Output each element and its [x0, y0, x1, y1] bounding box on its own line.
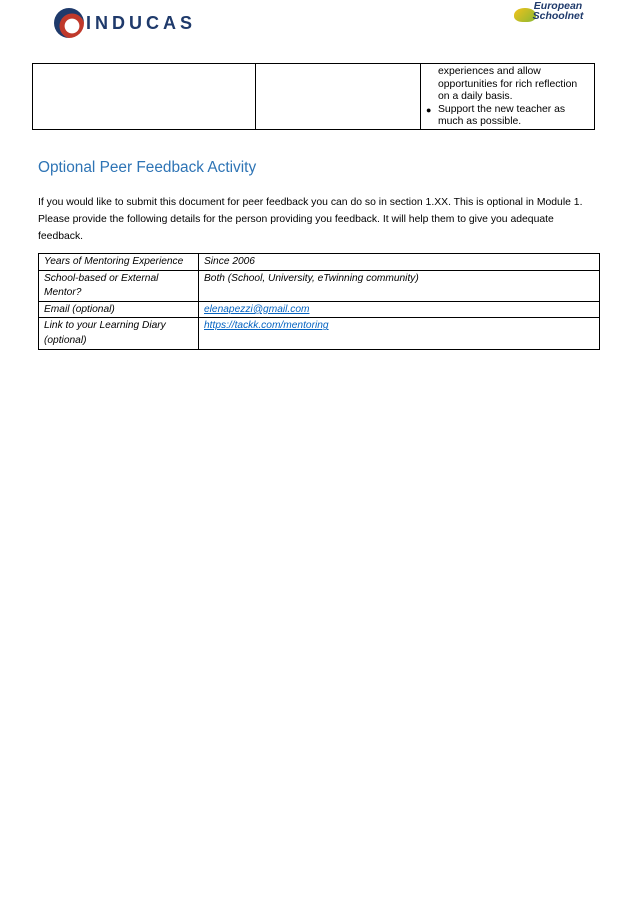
bullet-line	[421, 79, 594, 92]
bullet-line-text: Support the new teacher as	[438, 103, 566, 115]
row-label: Email (optional)	[39, 301, 199, 318]
row-value-cell	[199, 301, 600, 318]
continued-table-cell-3	[421, 64, 595, 130]
bullet-list	[421, 64, 594, 129]
bullet-line-text: on a daily basis.	[438, 91, 513, 103]
row-value-cell: Since 2006	[199, 254, 600, 271]
table-row	[39, 301, 600, 318]
row-value-cell: Both (School, University, eTwinning community)	[199, 270, 600, 301]
row-link[interactable]: https://tackk.com/mentoring	[204, 320, 329, 332]
continued-table	[32, 63, 595, 130]
feedback-details-table	[38, 253, 600, 350]
bullet-dot-icon: ●	[426, 104, 432, 115]
schoolnet-logo-text: European Schoolnet	[532, 0, 584, 22]
table-row	[39, 270, 600, 301]
bullet-line-text: much as possible.	[438, 116, 522, 128]
continued-table-cell-2	[256, 64, 421, 130]
inducas-logo-text: INDUCAS	[86, 13, 197, 33]
page-header	[0, 0, 639, 33]
inducas-logo-icon	[54, 8, 84, 38]
bullet-line-text: experiences and allow	[438, 66, 541, 77]
bullet-line-text: opportunities for rich reflection	[438, 78, 578, 90]
inducas-logo	[50, 4, 197, 33]
continued-table-cell-1	[33, 64, 256, 130]
table-row	[39, 254, 600, 271]
row-value-cell	[199, 318, 600, 349]
section-title: Optional Peer Feedback Activity	[38, 159, 257, 176]
table-row	[39, 318, 600, 349]
row-link[interactable]: elenapezzi@gmail.com	[204, 303, 310, 315]
bullet-line	[421, 104, 594, 117]
bullet-line	[421, 116, 594, 129]
bullet-line	[421, 91, 594, 104]
row-label: Link to your Learning Diary (optional)	[39, 318, 199, 349]
intro-paragraph: If you would like to submit this document for peer feedback you can do so in section 1.XX. This is optional in Module 1. Please provide the following details for the person providing you feedback. It will help them to give you adequate feedback.	[38, 197, 583, 243]
european-schoolnet-logo	[512, 0, 598, 24]
bullet-line	[421, 66, 594, 79]
row-label: Years of Mentoring Experience	[39, 254, 199, 271]
row-label: School-based or External Mentor?	[39, 270, 199, 301]
